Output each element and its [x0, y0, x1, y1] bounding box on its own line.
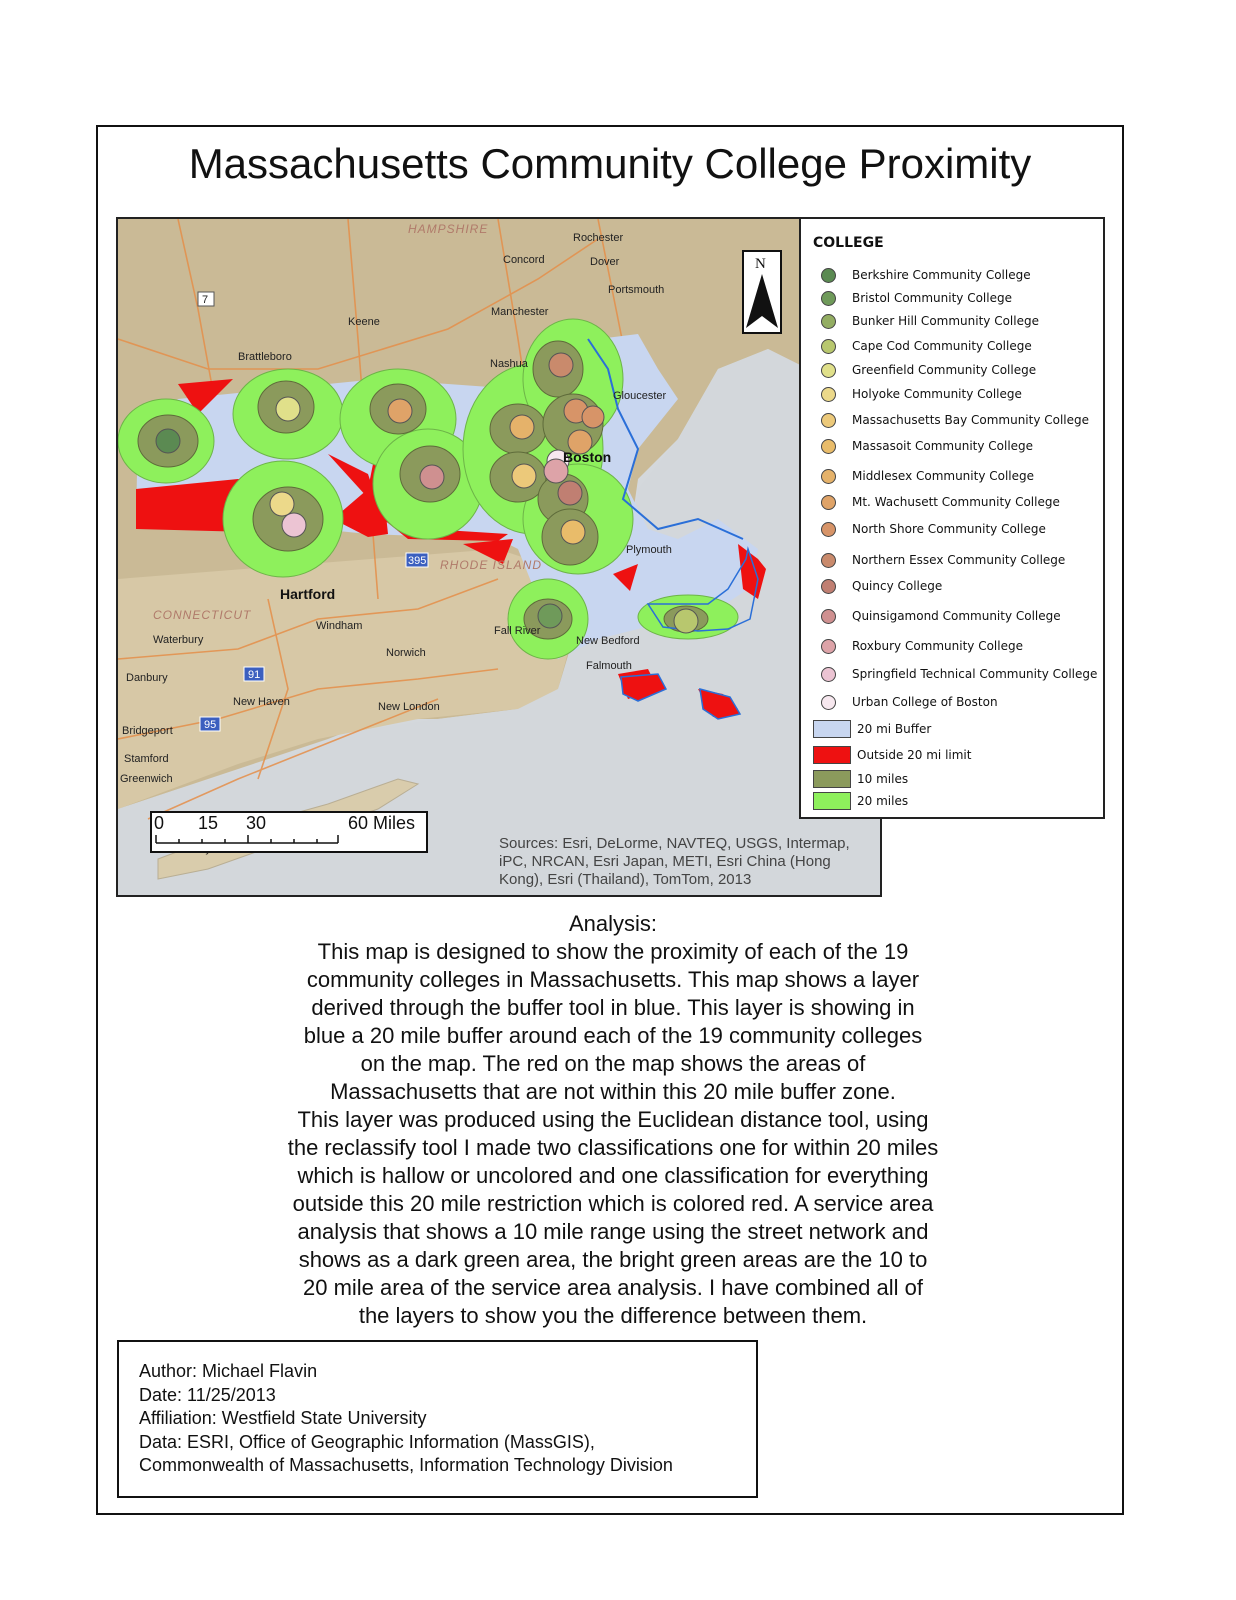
college-marker-icon — [821, 495, 836, 510]
college-marker-icon — [821, 522, 836, 537]
legend-item-label: Springfield Technical Community College — [852, 667, 1098, 681]
legend-item-college — [813, 636, 1023, 656]
legend-item-college — [813, 519, 1046, 539]
scale-ruler — [152, 813, 426, 851]
label-plymouth: Plymouth — [626, 544, 672, 556]
map-sources: Sources: Esri, DeLorme, NAVTEQ, USGS, Intermap, iPC, NRCAN, Esri Japan, METI, Esri China (Hong Kong), Esri (Thailand), TomTom, 2013 — [499, 835, 850, 888]
label-new-haven: New Haven — [233, 696, 290, 708]
label-concord: Concord — [503, 254, 545, 266]
label-windham: Windham — [316, 620, 363, 632]
legend-item-label: Quinsigamond Community College — [852, 609, 1061, 623]
analysis-line: outside this 20 mile restriction which is colored red. A service area — [292, 1191, 934, 1216]
college-marker-icon — [821, 363, 836, 378]
legend-item-label: 20 mi Buffer — [857, 722, 932, 736]
label-rhode-island: RHODE ISLAND — [440, 558, 543, 572]
legend-item-layer — [813, 791, 908, 811]
route-395-label: 395 — [408, 555, 427, 567]
scale-tick-15: 15 — [198, 813, 219, 833]
legend-item-college — [813, 311, 1039, 331]
route-7-label: 7 — [202, 294, 209, 306]
data-line-1: Data: ESRI, Office of Geographic Information (MassGIS), — [139, 1431, 595, 1452]
label-keene: Keene — [348, 316, 380, 328]
analysis-line: community colleges in Massachusetts. This map shows a layer — [306, 967, 920, 992]
scale-tick-30: 30 — [246, 813, 267, 833]
college-marker-icon — [821, 439, 836, 454]
college-point-massasoit — [561, 520, 585, 544]
analysis-line: This map is designed to show the proximity of each of the 19 — [317, 939, 909, 964]
legend-item-label: Massasoit Community College — [852, 439, 1034, 453]
layer-swatch-icon — [813, 720, 851, 738]
college-point-quincy — [558, 481, 582, 505]
layer-swatch-icon — [813, 770, 851, 788]
legend-item-college — [813, 576, 942, 596]
college-marker-icon — [821, 469, 836, 484]
analysis-text — [240, 910, 986, 1330]
college-point-north-shore-2 — [582, 406, 604, 428]
legend-item-layer — [813, 719, 931, 739]
label-new-bedford: New Bedford — [576, 635, 640, 647]
legend-item-label: Berkshire Community College — [852, 268, 1031, 282]
label-connecticut: CONNECTICUT — [153, 608, 252, 622]
legend-item-label: Holyoke Community College — [852, 387, 1022, 401]
college-marker-icon — [821, 339, 836, 354]
college-marker-icon — [821, 314, 836, 329]
analysis-line: This layer was produced using the Euclidean distance tool, using — [297, 1107, 929, 1132]
legend-item-college — [813, 265, 1031, 285]
label-falmouth: Falmouth — [586, 660, 632, 672]
label-portsmouth: Portsmouth — [608, 284, 665, 296]
label-hartford: Hartford — [280, 586, 336, 602]
analysis-line: the reclassify tool I made two classifications one for within 20 miles — [287, 1135, 939, 1160]
north-arrow-icon — [744, 252, 780, 332]
analysis-line: blue a 20 mile buffer around each of the 19 community colleges — [303, 1023, 923, 1048]
legend-item-label: Mt. Wachusett Community College — [852, 495, 1060, 509]
label-dover: Dover — [590, 256, 620, 268]
analysis-line: on the map. The red on the map shows the areas of — [360, 1051, 866, 1076]
legend-item-label: Urban College of Boston — [852, 695, 998, 709]
legend-item-college — [813, 336, 1032, 356]
college-marker-icon — [821, 609, 836, 624]
affiliation-line: Affiliation: Westfield State University — [139, 1408, 427, 1428]
legend-item-college — [813, 550, 1065, 570]
scale-bar — [150, 811, 428, 853]
label-boston: Boston — [563, 449, 612, 465]
college-marker-icon — [821, 695, 836, 710]
label-nashua: Nashua — [490, 358, 528, 370]
analysis-line: the layers to show you the difference between them. — [358, 1303, 868, 1328]
north-arrow — [742, 250, 782, 334]
legend-item-label: Bunker Hill Community College — [852, 314, 1039, 328]
label-fall-river: Fall River — [494, 625, 541, 637]
analysis-line: 20 mile area of the service area analysis. I have combined all of — [303, 1275, 923, 1300]
analysis-line: which is hallow or uncolored and one classification for everything — [297, 1163, 929, 1188]
label-rochester: Rochester — [573, 232, 624, 244]
college-point-cape-cod — [674, 609, 698, 633]
date-line: Date: 11/25/2013 — [139, 1384, 276, 1405]
college-marker-icon — [821, 291, 836, 306]
data-line-2: Commonwealth of Massachusetts, Information Technology Division — [139, 1455, 673, 1475]
college-marker-icon — [821, 387, 836, 402]
legend-item-label: Quincy College — [852, 579, 943, 593]
scale-tick-0: 0 — [154, 813, 165, 833]
analysis-line: shows as a dark green area, the bright green areas are the 10 to — [298, 1247, 928, 1272]
legend-item-label: Roxbury Community College — [852, 639, 1023, 653]
label-waterbury: Waterbury — [153, 634, 204, 646]
college-marker-icon — [821, 413, 836, 428]
legend-item-label: Outside 20 mi limit — [857, 748, 972, 762]
college-marker-icon — [821, 639, 836, 654]
legend-title: COLLEGE — [813, 235, 884, 251]
legend-panel — [799, 217, 1105, 819]
legend-item-label: Bristol Community College — [852, 291, 1012, 305]
label-manchester: Manchester — [491, 306, 549, 318]
college-point-bristol — [538, 604, 562, 628]
college-point-quinsigamond — [420, 465, 444, 489]
legend-item-college — [813, 492, 1060, 512]
legend-item-label: Greenfield Community College — [852, 363, 1037, 377]
label-brattleboro: Brattleboro — [238, 351, 292, 363]
analysis-line: Massachusetts that are not within this 20 mile buffer zone. — [330, 1079, 896, 1104]
college-point-berkshire — [156, 429, 180, 453]
college-point-holyoke — [270, 492, 294, 516]
legend-item-college — [813, 288, 1012, 308]
legend-item-college — [813, 360, 1036, 380]
college-marker-icon — [821, 268, 836, 283]
legend-item-college — [813, 466, 1034, 486]
legend-item-college — [813, 384, 1022, 404]
college-marker-icon — [821, 579, 836, 594]
legend-item-layer — [813, 769, 908, 789]
label-greenwich: Greenwich — [120, 773, 173, 785]
legend-item-college — [813, 410, 1089, 430]
label-new-london: New London — [378, 701, 440, 713]
college-point-greenfield — [276, 397, 300, 421]
legend-item-label: Middlesex Community College — [852, 469, 1035, 483]
label-stamford: Stamford — [124, 753, 169, 765]
legend-item-layer — [813, 745, 971, 765]
route-91-label: 91 — [248, 669, 261, 681]
college-point-springfield — [282, 513, 306, 537]
legend-item-college — [813, 606, 1061, 626]
college-marker-icon — [821, 553, 836, 568]
legend-item-label: 20 miles — [857, 794, 909, 808]
legend-item-label: North Shore Community College — [852, 522, 1046, 536]
scale-tick-60: 60 Miles — [348, 813, 416, 833]
label-bridgeport: Bridgeport — [122, 725, 173, 737]
layer-swatch-icon — [813, 746, 851, 764]
legend-item-label: 10 miles — [857, 772, 909, 786]
layer-swatch-icon — [813, 792, 851, 810]
map-title: Massachusetts Community College Proximity — [188, 140, 1032, 187]
college-marker-icon — [821, 667, 836, 682]
college-point-mass-bay — [512, 464, 536, 488]
analysis-heading: Analysis: — [568, 911, 658, 936]
label-gloucester: Gloucester — [613, 390, 667, 402]
analysis-line: analysis that shows a 10 mile range using the street network and — [297, 1219, 929, 1244]
label-danbury: Danbury — [126, 672, 168, 684]
legend-item-label: Massachusetts Bay Community College — [852, 413, 1090, 427]
info-box — [117, 1340, 758, 1498]
legend-item-label: Northern Essex Community College — [852, 553, 1066, 567]
college-point-mt-wachusett — [388, 399, 412, 423]
label-hampshire: HAMPSHIRE — [408, 222, 489, 236]
college-point-middlesex-lowell — [510, 415, 534, 439]
legend-item-college — [813, 664, 1097, 684]
author-line: Author: Michael Flavin — [139, 1361, 318, 1381]
analysis-line: derived through the buffer tool in blue. This layer is showing in — [311, 995, 915, 1020]
label-norwich: Norwich — [386, 647, 426, 659]
college-point-northern-essex — [549, 353, 573, 377]
route-95-label: 95 — [204, 719, 217, 731]
legend-item-college — [813, 436, 1033, 456]
north-label: N — [755, 256, 766, 272]
legend-item-college — [813, 692, 998, 712]
legend-item-label: Cape Cod Community College — [852, 339, 1032, 353]
